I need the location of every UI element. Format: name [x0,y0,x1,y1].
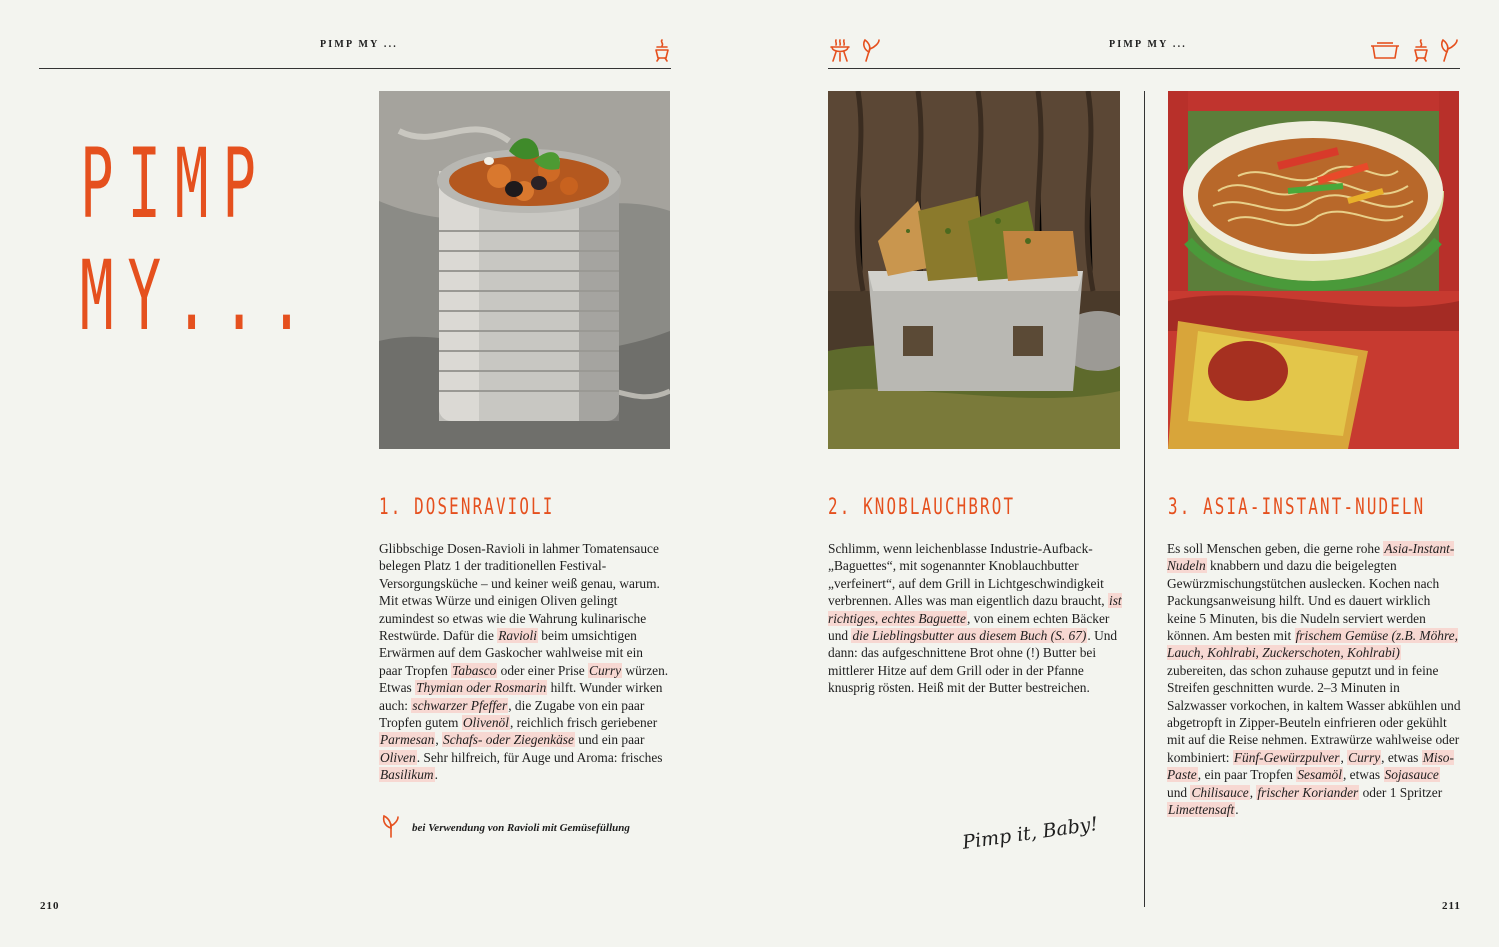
title-line-1: PIMP [80,128,270,240]
highlighted-ingredient: Chilisauce [1191,784,1249,800]
body-text-segment: und ein paar [574,732,645,748]
highlighted-ingredient: frischem Gemüse (z.B. Möhre, Lauch, Kohlrabi, Zuckerschoten, Kohlrabi) [1167,628,1458,661]
handwritten-signature: Pimp it, Baby! [961,812,1100,854]
highlighted-ingredient: die Lieblingsbutter aus diesem Buch (S. 67) [852,628,1087,644]
highlighted-ingredient: ist richtiges, echtes Baguette [828,593,1122,626]
column-divider [1144,91,1145,907]
highlighted-ingredient: Miso-Paste [1167,749,1454,783]
recipe-2-text [828,540,1122,697]
body-text-segment: , [435,732,443,748]
highlighted-ingredient: Limettensaft [1168,802,1235,818]
body-text-segment: und [1167,784,1191,800]
body-text-segment: Es soll Menschen geben, die gerne rohe [1167,541,1384,556]
body-text-segment: beim umsichtigen Erwärmen auf dem Gaskocher wahlweise mit ein paar Tropfen [379,628,643,678]
leaf-icon [860,38,882,62]
highlighted-ingredient: Asia-Instant-Nudeln [1167,541,1455,574]
recipe-1-text [379,540,669,784]
running-header: PIMP MY ... [320,39,398,50]
camping-stove-icon [1410,38,1432,62]
body-text-segment: , etwas [1342,767,1384,783]
body-text-segment: Schlimm, wenn leichenblasse Industrie-Aufback-„Baguettes“, mit sogenannter Knoblauchbutter „verfeinert“, auf dem Grill in Lichtgeschwindigkeit verbrennen. Alles was man eigentlich dazu braucht, [828,541,1108,609]
left-page [0,0,749,947]
body-text-segment: oder 1 Spritzer [1359,784,1443,800]
title-line-2: MY... [80,240,318,352]
highlighted-ingredient: Olivenöl [462,715,509,731]
body-text-segment: hilft. Wunder wirken auch: [379,680,663,713]
recipe-3-body [1167,540,1461,819]
highlighted-ingredient: Sesamöl [1297,767,1342,783]
recipe-2-body [828,540,1122,697]
body-text-segment: , [1249,784,1257,800]
running-header: PIMP MY ... [1109,39,1187,50]
recipe-2-heading: 2. KNOBLAUCHBROT [828,495,1016,520]
highlighted-ingredient: Thymian oder Rosmarin [416,680,547,696]
header-rule [39,68,671,69]
body-text-segment: oder einer Prise [497,662,589,678]
body-text-segment: knabbern und dazu die beigelegten Gewürzmischungstütchen auslecken. Kochen nach Packungsanweisung hilft. Und es dauert wirklich keine 5 Minuten, bis die Nudeln serviert werden können. Am besten mit [1167,558,1440,644]
camping-stove-icon [651,38,673,62]
body-text-segment: würzen. Etwas [379,662,669,696]
leaf-icon [380,814,402,838]
recipe-3-heading: 3. ASIA-INSTANT-NUDELN [1168,495,1426,520]
page-title [80,128,317,352]
body-text-segment: , die Zugabe von ein paar Tropfen gutem [379,697,645,731]
highlighted-ingredient: Fünf-Gewürzpulver [1233,749,1340,765]
leaf-icon [1438,38,1460,62]
body-text-segment: . [1235,802,1239,818]
body-text-segment: , reichlich frisch geriebener [509,715,658,731]
body-text-segment: zubereiten, das schon zuhause geputzt und in feine Streifen geschnitten wurde. 2–3 Minuten in Salzwasser vorkochen, in kaltem Wasser abkühlen und abgetropft in Zipper-Beuteln einfrieren oder gekühlt mit auf die Reise nehmen. Extrawürze wahlweise oder kombiniert: [1167,662,1461,765]
body-text-segment: . [434,767,438,783]
highlighted-ingredient: Parmesan [380,732,435,748]
recipe-1-heading: 1. DOSENRAVIOLI [379,495,555,520]
highlighted-ingredient: frischer Koriander [1257,784,1359,800]
body-text-segment: . Und dann: das aufgeschnittene Brot ohne (!) Butter bei mittlerer Hitze auf dem Grill oder in der Pfanne knusprig rösten. Heiß mit der Butter bestreichen. [828,628,1118,696]
highlighted-ingredient: Sojasauce [1384,767,1439,783]
recipe-3-text [1167,540,1461,819]
highlighted-ingredient: schwarzer Pfeffer [412,697,508,713]
body-text-segment: , ein paar Tropfen [1197,767,1297,783]
highlighted-ingredient: Curry [589,662,622,678]
header-rule [828,68,1460,69]
lunchbox-icon [1369,38,1401,62]
body-text-segment: , von einem echten Bäcker und [828,610,1110,644]
recipe-1-body [379,540,669,784]
ravioli-can-photo [379,91,670,449]
highlighted-ingredient: Ravioli [498,628,537,644]
highlighted-ingredient: Oliven [380,749,416,765]
body-text-segment: . Sehr hilfreich, für Auge und Aroma: frisches [416,749,663,765]
body-text-segment: , [1340,749,1348,765]
body-text-segment: , etwas [1381,749,1422,765]
grill-icon [829,38,851,62]
highlighted-ingredient: Tabasco [452,662,497,678]
highlighted-ingredient: Schafs- oder Ziegenkäse [443,732,574,748]
page-number: 211 [1442,900,1461,912]
noodle-bowl-photo [1168,91,1459,449]
highlighted-ingredient: Basilikum [380,767,434,783]
highlighted-ingredient: Curry [1348,749,1381,765]
right-page [749,0,1499,947]
garlic-bread-photo [828,91,1120,449]
vegetarian-note: bei Verwendung von Ravioli mit Gemüsefüllung [412,822,630,834]
page-number: 210 [40,900,60,912]
body-text-segment: Glibbschige Dosen-Ravioli in lahmer Tomatensauce belegen Platz 1 der traditionellen Festival-Versorgungsküche – und keiner weiß genau, warum. Mit etwas Würze und einigen Oliven gelingt zumindest so etwas wie die Wahrung kulinarische Restwürde. Dafür die [379,541,660,644]
